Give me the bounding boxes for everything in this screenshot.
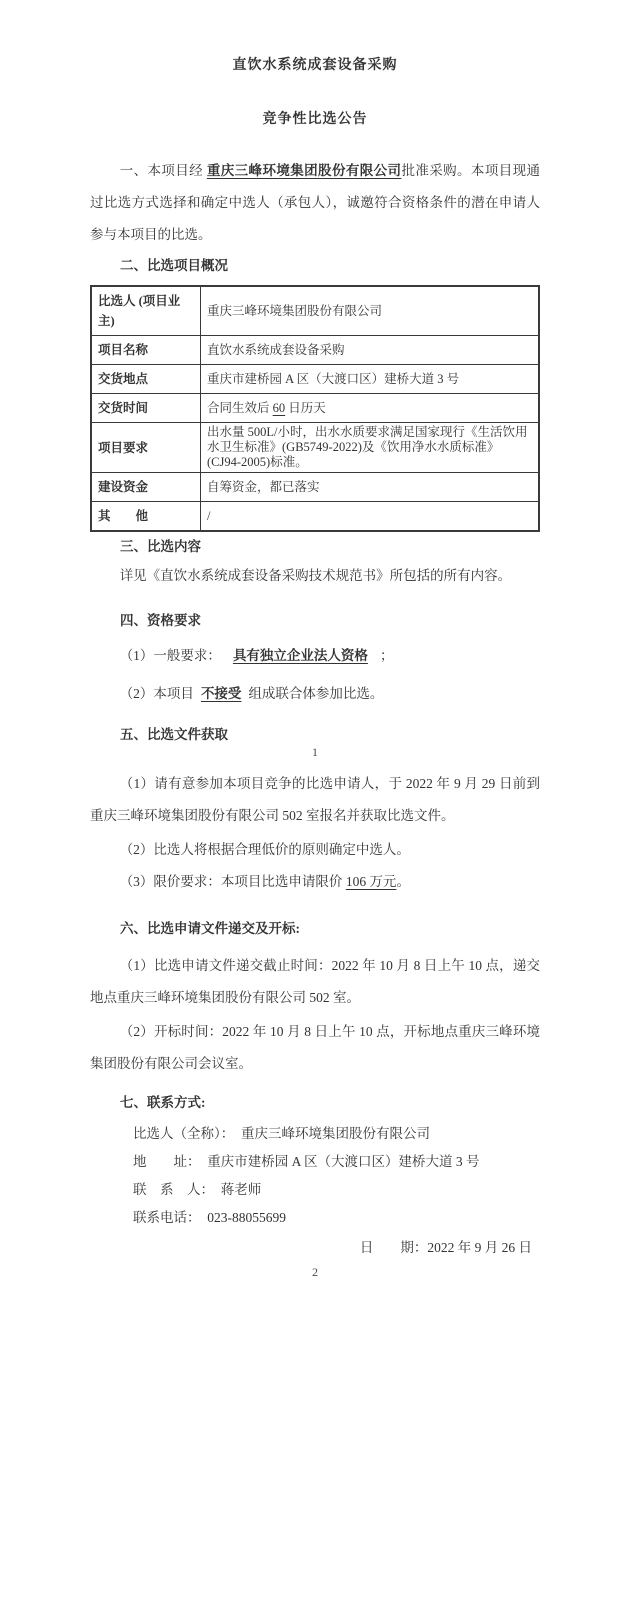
document-title: 直饮水系统成套设备采购: [232, 58, 398, 73]
acquisition-item-2: （2）比选人将根据合理低价的原则确定中选人。: [119, 842, 410, 857]
row-value-funding: 自筹资金，都已落实: [201, 473, 540, 502]
acquisition-item-3-suffix: 。: [396, 874, 410, 889]
table-row-requirements: [91, 423, 539, 473]
section-content-heading: 三、比选内容: [120, 539, 201, 554]
intro-paragraph: [90, 155, 540, 251]
qualification-item-2-suffix: 组成联合体参加比选。: [248, 686, 384, 701]
section-overview-heading: 二、比选项目概况: [120, 258, 228, 273]
table-row-delivery-time: [91, 394, 539, 423]
qualification-item-2: [90, 678, 540, 710]
row-value-requirements: 出水量 500L/小时，出水水质要求满足国家现行《生活饮用水卫生标准》(GB5749-2022)及《饮用净水水质标准》(CJ94-2005)标准。: [201, 423, 540, 473]
row-value-other: /: [201, 502, 540, 532]
contact-block: [90, 1120, 540, 1232]
row-label-other: 其 他: [91, 502, 201, 532]
section-submission-heading: 六、比选申请文件递交及开标:: [120, 921, 300, 936]
row-label-funding: 建设资金: [91, 473, 201, 502]
acquisition-item-1: （1）请有意参加本项目竞争的比选申请人，于 2022 年 9 月 29 日前到重庆三峰环境集团股份有限公司 502 室报名并获取比选文件。: [90, 776, 540, 823]
page-number-1: 1: [312, 745, 318, 759]
acquisition-item-3-prefix: （3）限价要求：本项目比选申请限价: [119, 874, 346, 889]
section-qualification-heading: 四、资格要求: [120, 613, 201, 628]
table-row-funding: [91, 473, 539, 502]
contact-bidder-line: 比选人（全称）： 重庆三峰环境集团股份有限公司: [133, 1126, 430, 1141]
section-acquisition-heading: 五、比选文件获取: [120, 727, 228, 742]
page-number-2: 2: [312, 1265, 318, 1279]
qualification-item-1-suffix: ；: [379, 648, 394, 663]
table-row-other: [91, 502, 539, 532]
table-row-bidder: [91, 286, 539, 336]
acquisition-item-3: [90, 866, 540, 898]
section-contact-heading: 七、联系方式:: [120, 1095, 206, 1110]
row-label-project-name: 项目名称: [91, 336, 201, 365]
document-subtitle: 竞争性比选公告: [262, 112, 368, 127]
qualification-item-1-prefix: （1）一般要求：: [119, 648, 221, 663]
qualification-item-1-emphasis: 具有独立企业法人资格: [232, 648, 368, 663]
row-value-delivery-time: [201, 394, 540, 423]
row-label-bidder: 比选人 (项目业主): [91, 286, 201, 336]
section-content-body: 详见《直饮水系统成套设备采购技术规范书》所包括的所有内容。: [119, 568, 512, 583]
row-value-bidder: 重庆三峰环境集团股份有限公司: [201, 286, 540, 336]
qualification-item-2-prefix: （2）本项目: [119, 686, 194, 701]
intro-rest: 批准采购。本项目现通过比选方式选择和确定中选人（承包人），诚邀符合资格条件的潜在申请人参与本项目的比选。: [90, 163, 541, 242]
row-label-delivery-place: 交货地点: [91, 365, 201, 394]
date-line: 日 期：2022 年 9 月 26 日: [359, 1240, 532, 1255]
row-value-delivery-place: 重庆市建桥园 A 区（大渡口区）建桥大道 3 号: [201, 365, 540, 394]
row-value-project-name: 直饮水系统成套设备采购: [201, 336, 540, 365]
qualification-item-2-emphasis: 不接受: [200, 686, 242, 701]
contact-address-line: 地 址： 重庆市建桥园 A 区（大渡口区）建桥大道 3 号: [133, 1154, 480, 1169]
row-label-delivery-time: 交货时间: [91, 394, 201, 423]
acquisition-item-3-emphasis: 106 万元: [345, 874, 397, 889]
submission-item-2: （2）开标时间：2022 年 10 月 8 日上午 10 点，开标地点重庆三峰环境集团股份有限公司会议室。: [90, 1024, 540, 1071]
table-row-delivery-place: [91, 365, 539, 394]
delivery-time-days: 60: [272, 401, 286, 415]
contact-phone-line: 联系电话： 023-88055699: [133, 1210, 286, 1225]
submission-item-1: （1）比选申请文件递交截止时间：2022 年 10 月 8 日上午 10 点，递交地点重庆三峰环境集团股份有限公司 502 室。: [90, 958, 540, 1005]
delivery-time-prefix: 合同生效后: [207, 401, 273, 415]
qualification-item-1: [90, 640, 540, 672]
intro-company-name: 重庆三峰环境集团股份有限公司: [206, 163, 402, 178]
contact-person-line: 联 系 人： 蒋老师: [133, 1182, 262, 1197]
row-label-requirements: 项目要求: [91, 423, 201, 473]
table-row-project-name: [91, 336, 539, 365]
intro-lead: 一、本项目经: [119, 163, 207, 178]
delivery-time-suffix: 日历天: [285, 401, 326, 415]
overview-table: [90, 285, 540, 532]
